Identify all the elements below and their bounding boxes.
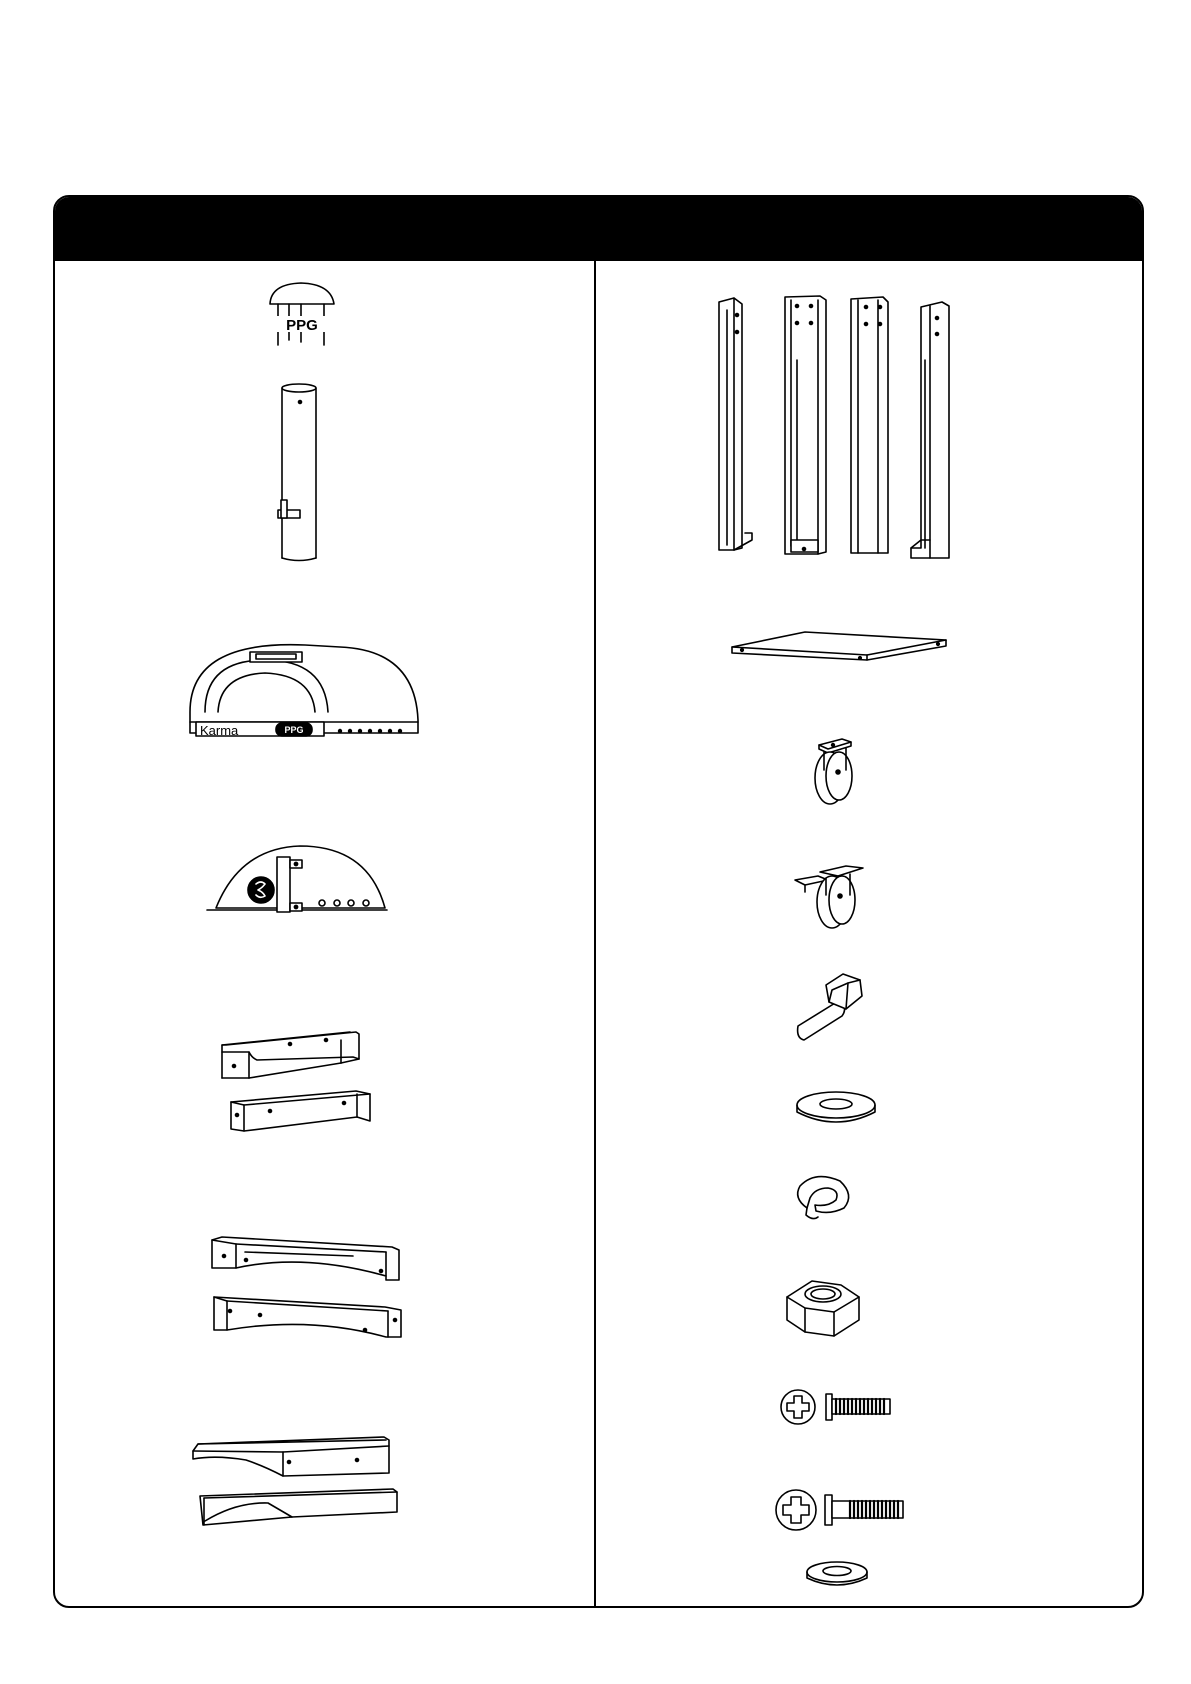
oven-dome-icon [190,645,418,738]
hex-bolt-icon [798,974,862,1040]
oven-back-panel-icon [207,846,387,912]
flat-washer-icon [797,1092,875,1122]
oven-brand-text: Karma [200,723,239,738]
chimney-cap-text: PPG [286,317,318,334]
straight-side-rails-icon [222,1032,370,1131]
phillips-screw-short-icon [781,1390,890,1424]
phillips-screw-long-icon [776,1490,903,1530]
stand-legs-icon [719,296,949,558]
hex-nut-icon [787,1281,859,1336]
small-washer-icon [807,1562,867,1585]
caster-wheel-icon [815,739,852,804]
bottom-shelf-icon [732,632,946,660]
side-shelves-icon [193,1437,397,1525]
oven-badge-text: PPG [284,725,304,735]
curved-front-rails-icon [212,1237,401,1337]
chimney-pipe-icon [278,384,316,561]
spring-washer-icon [798,1177,849,1219]
caster-wheel-brake-icon [795,866,863,928]
chimney-cap-icon [270,283,334,345]
